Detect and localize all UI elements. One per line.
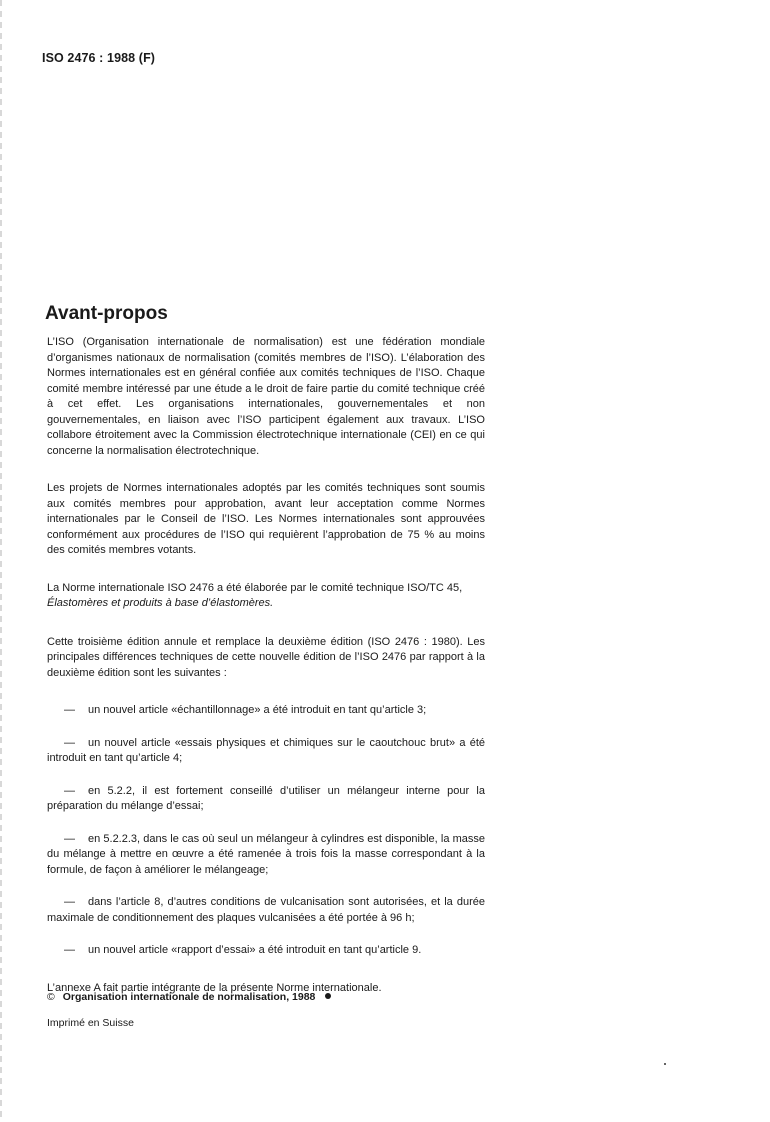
scan-speck xyxy=(664,1063,666,1065)
foreword-body xyxy=(47,335,485,1012)
list-dash: — xyxy=(64,896,75,908)
tc-title: Élastomères et produits à base d’élastomères. xyxy=(47,597,274,609)
list-dash: — xyxy=(64,832,75,845)
list-item: — en 5.2.2.3, dans le cas où seul un mélangeur à cylindres est disponible, la masse du mélange à mettre en œuvre a été ramenée à trois fois la masse correspondant à la formule, de façon à améliorer le mélangeage; xyxy=(47,832,485,876)
printed-in: Imprimé en Suisse xyxy=(47,1017,134,1029)
list-item: — un nouvel article «rapport d’essai» a été introduit en tant qu’article 9. xyxy=(47,943,485,959)
paragraph-iso-intro: L’ISO (Organisation internationale de normalisation) est une fédération mondiale d’organismes nationaux de normalisation (comités membres de l’ISO). L’élaboration des Normes internationales est en général confiée aux comités techniques de l’ISO. Chaque comité membre intéressé par une étude a le droit de faire partie du comité technique créé à cet effet. Les organisations internationales, gouvernementales et non gouvernementales, en liaison avec l’ISO participent également aux travaux. L’ISO collabore étroitement avec la Commission électrotechnique internationale (CEI) en ce qui concerne la normalisation électrotechnique. xyxy=(47,336,485,457)
list-item: — en 5.2.2, il est fortement conseillé d’utiliser un mélangeur interne pour la préparation du mélange d’essai; xyxy=(47,784,485,812)
list-dash: — xyxy=(64,704,75,716)
tc-text: La Norme internationale ISO 2476 a été élaborée par le comité technique ISO/TC 45, xyxy=(47,581,463,594)
copyright-text: Organisation internationale de normalisation, 1988 xyxy=(62,991,316,1003)
paragraph-edition: Cette troisième édition annule et remplace la deuxième édition (ISO 2476 : 1980). Les principales différences techniques de cette nouvelle édition de l’ISO 2476 par rapport à la deuxième édition sont les suivantes : xyxy=(47,635,485,679)
paragraph-approval: Les projets de Normes internationales adoptés par les comités techniques sont soumis aux comités membres pour approbation, avant leur acceptation comme Normes internationales par le Conseil de l’ISO. Les Normes internationales sont approuvées conformément aux procédures de l’ISO qui requièrent l’approbation de 75 % au moins des comités membres votants. xyxy=(47,482,485,556)
list-item: — dans l’article 8, d’autres conditions de vulcanisation sont autorisées, et la durée maximale de conditionnement des plaques vulcanisées a été portée à 96 h; xyxy=(47,896,485,924)
copyright-icon: © xyxy=(47,991,55,1003)
page-title: Avant-propos xyxy=(45,303,168,324)
bullet-dot-icon xyxy=(325,993,331,999)
paragraph-technical-committee xyxy=(47,581,485,612)
list-dash: — xyxy=(64,736,75,749)
list-item: — un nouvel article «échantillonnage» a été introduit en tant qu’article 3; xyxy=(47,703,485,719)
changes-list xyxy=(47,703,485,959)
paragraph-annex: L’annexe A fait partie intégrante de la présente Norme internationale. xyxy=(47,981,382,994)
list-dash: — xyxy=(64,784,75,797)
copyright-line xyxy=(47,991,331,1003)
document-reference: ISO 2476 : 1988 (F) xyxy=(42,51,156,65)
scan-edge-artifact xyxy=(0,0,2,1122)
list-dash: — xyxy=(64,944,75,956)
list-item: — un nouvel article «essais physiques et chimiques sur le caoutchouc brut» a été introduit en tant qu’article 4; xyxy=(47,736,485,764)
